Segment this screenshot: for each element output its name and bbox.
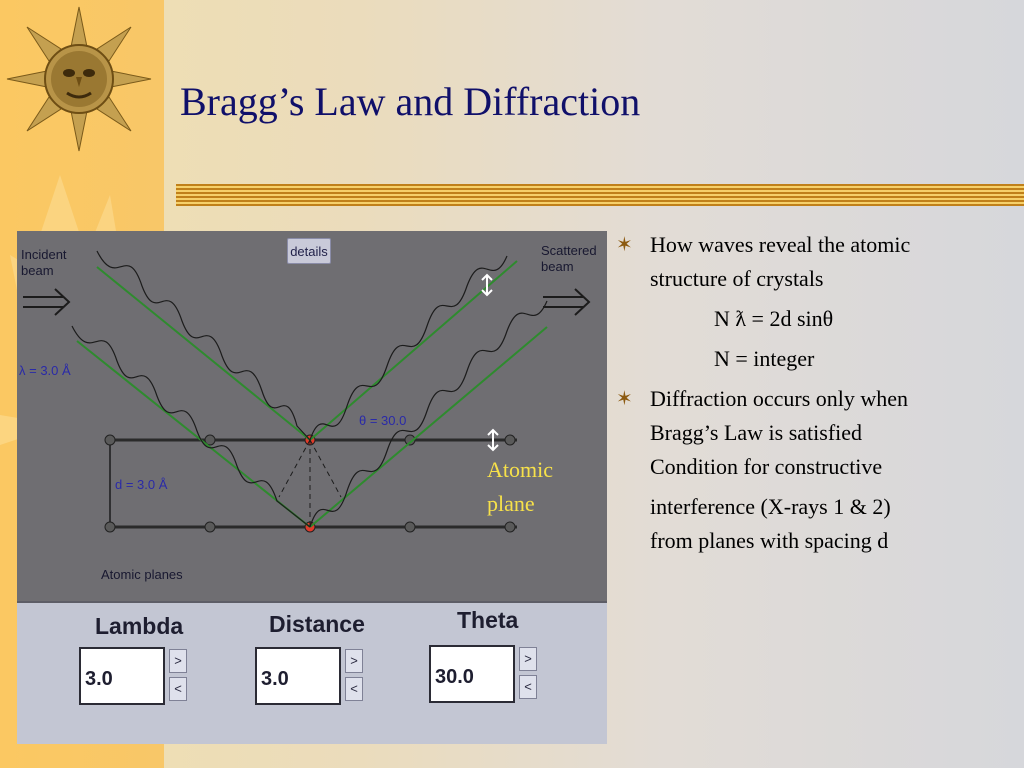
bragg-equation: N ƛ = 2d sinθ xyxy=(714,306,834,331)
lambda-label: Lambda xyxy=(95,613,184,639)
theta-control-label: Theta xyxy=(457,607,519,633)
wavelength-label: λ = 3.0 Å xyxy=(19,363,71,378)
distance-increment-button[interactable]: > xyxy=(345,649,363,673)
lambda-input[interactable] xyxy=(79,647,165,705)
bullet-item xyxy=(616,228,1016,376)
details-button[interactable]: details xyxy=(287,238,331,264)
scattered-arrow-icon xyxy=(543,289,589,315)
bragg-simulation-panel xyxy=(17,231,607,744)
bullet-line: How waves reveal the atomic xyxy=(650,232,911,257)
atomic-plane-note-line: Atomic xyxy=(487,457,553,482)
bullet-line: Bragg’s Law is satisfied xyxy=(650,420,863,445)
star-bullet-icon: ✶ xyxy=(616,234,633,256)
bullet-list xyxy=(616,228,1016,558)
lambda-decrement-button[interactable]: < xyxy=(169,677,187,701)
bullet-line: Diffraction occurs only when xyxy=(650,386,909,411)
integer-note: N = integer xyxy=(714,346,815,371)
incident-beam-label: Incident beam xyxy=(21,247,67,278)
scattered-beam-label: Scattered beam xyxy=(541,243,597,274)
atomic-plane-note xyxy=(487,453,553,521)
construction-lines xyxy=(279,440,341,527)
distance-label: Distance xyxy=(269,611,365,637)
theta-increment-button[interactable]: > xyxy=(519,647,537,671)
slide-title: Bragg’s Law and Diffraction xyxy=(180,79,641,124)
distance-decrement-button[interactable]: < xyxy=(345,677,363,701)
simulation-controls xyxy=(17,601,607,744)
bullet-line: structure of crystals xyxy=(650,266,824,291)
incident-arrow-icon xyxy=(23,289,69,315)
star-bullet-icon: ✶ xyxy=(616,388,633,410)
distance-input[interactable] xyxy=(255,647,341,705)
lambda-increment-button[interactable]: > xyxy=(169,649,187,673)
sun-face-logo-icon xyxy=(4,4,154,154)
atomic-plane-note-line: plane xyxy=(487,491,535,516)
atomic-planes-label: Atomic planes xyxy=(101,567,183,582)
diffraction-diagram xyxy=(17,231,607,601)
title-divider xyxy=(176,184,1024,206)
bullet-line: from planes with spacing d xyxy=(650,528,889,553)
theta-label: θ = 30.0 xyxy=(359,413,407,428)
theta-input[interactable] xyxy=(429,645,515,703)
bullet-line: interference (X-rays 1 & 2) xyxy=(650,494,891,519)
bullet-item xyxy=(616,382,1016,558)
bullet-line: Condition for constructive xyxy=(650,454,883,479)
theta-decrement-button[interactable]: < xyxy=(519,675,537,699)
spacing-label: d = 3.0 Å xyxy=(115,477,168,492)
